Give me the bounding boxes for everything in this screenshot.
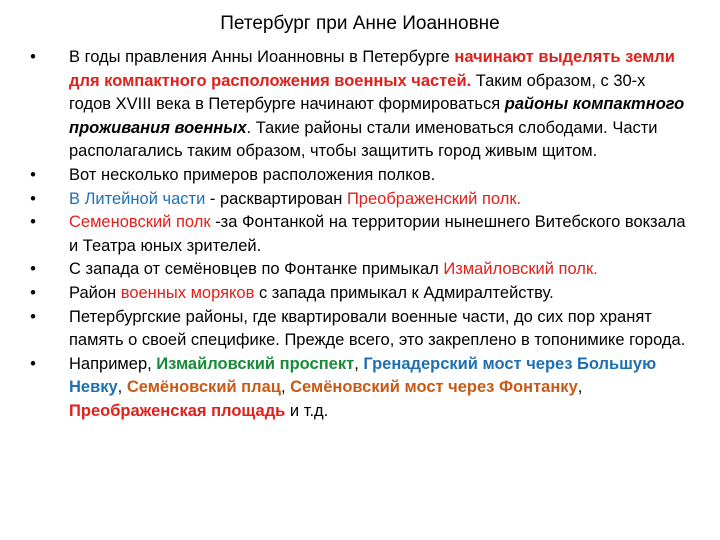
bullet-icon: • — [30, 283, 36, 302]
list-item — [24, 353, 692, 424]
text-segment: Гренадерский мост через Большую Невку — [69, 354, 657, 397]
list-item — [24, 306, 692, 353]
text-segment: с запада примыкал к Адмиралтейству. — [254, 283, 554, 302]
text-segment: Петербургские районы, где квартировали военные части, до сих пор хранят память о своей специфике. Прежде всего, это закреплено в топонимике города. — [69, 307, 686, 350]
list-item — [24, 188, 692, 212]
bullet-icon: • — [30, 165, 36, 184]
text-segment: Семеновский полк — [69, 213, 211, 232]
list-item — [24, 46, 692, 164]
text-segment: Семёновский мост через Фонтанку — [290, 378, 578, 397]
text-segment: Район — [69, 283, 121, 302]
list-item — [24, 211, 692, 258]
text-segment: . Такие районы стали именоваться слободами. Части располагались таким образом, чтобы защитить город живым щитом. — [69, 118, 658, 161]
bullet-icon: • — [30, 354, 36, 373]
list-item — [24, 258, 692, 282]
text-segment: Вот несколько примеров расположения полков. — [69, 165, 436, 184]
text-segment: Таким образом, с 30-х годов XVIII века в Петербурге начинают формироваться — [69, 71, 646, 114]
text-segment: В Литейной части — [69, 189, 210, 208]
bullet-icon: • — [30, 307, 36, 326]
list-item — [24, 164, 692, 188]
text-segment: , — [577, 378, 583, 397]
text-segment: С запада от семёновцев по Фонтанке примыкал — [69, 260, 444, 279]
slide-title: Петербург при Анне Иоанновне — [220, 13, 500, 34]
text-segment: военных моряков — [120, 283, 255, 302]
text-segment: Преображенская площадь — [69, 401, 286, 420]
text-segment: Например, — [69, 354, 157, 373]
bullet-icon: • — [30, 260, 36, 279]
bullet-icon: • — [30, 213, 36, 232]
text-segment: и т.д. — [285, 401, 329, 420]
text-segment: Семёновский плац — [126, 378, 281, 397]
text-segment: Измайловский полк. — [443, 260, 598, 279]
bullet-list — [24, 46, 692, 424]
text-segment: районы компактного проживания военных — [69, 95, 685, 137]
list-item — [24, 282, 692, 306]
text-segment: -за Фонтанкой на территории нынешнего Витебского вокзала и Театра юных зрителей. — [69, 213, 686, 255]
text-segment: Преображенский полк. — [346, 189, 522, 208]
text-segment: - расквартирован — [209, 189, 347, 208]
text-segment: Измайловский проспект — [156, 354, 355, 373]
bullet-icon: • — [30, 48, 36, 66]
text-segment: начинают выделять земли для компактного расположения военных частей. — [69, 48, 675, 90]
text-segment: , — [280, 378, 291, 397]
text-segment: , — [117, 378, 127, 397]
bullet-icon: • — [30, 189, 36, 208]
text-segment: , — [354, 354, 364, 373]
text-segment: В годы правления Анны Иоанновны в Петербурге — [69, 48, 455, 66]
